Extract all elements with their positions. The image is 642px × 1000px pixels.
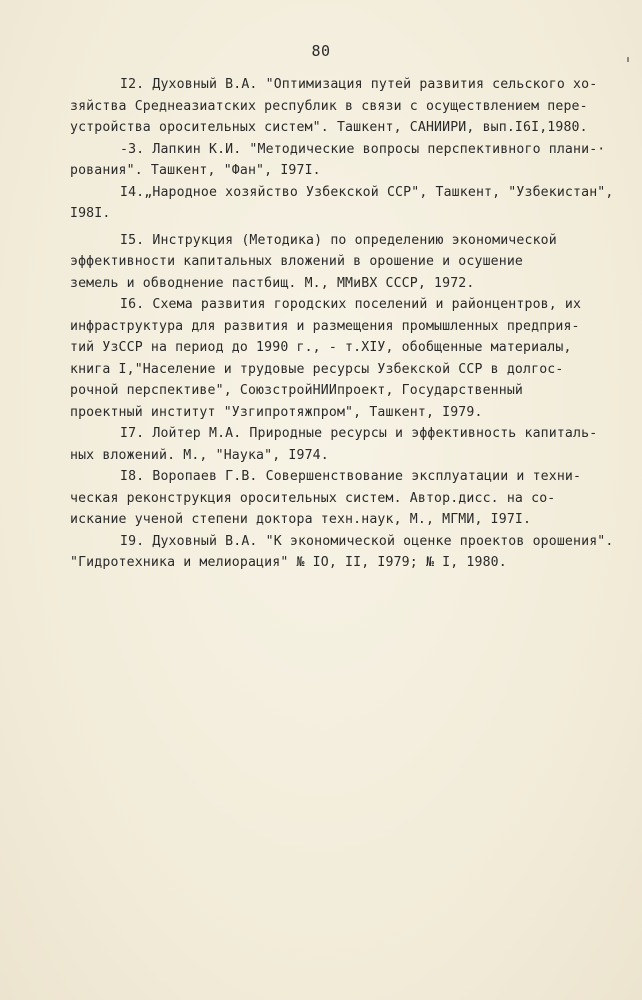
ref-13-line-2: рования". Ташкент, "Фан", I97I. xyxy=(70,163,321,178)
ref-14-line-2: I98I. xyxy=(70,206,111,221)
ref-16-line-2: инфраструктура для развития и размещения промышленных предприя- xyxy=(70,318,580,334)
ref-14-line-1: I4.„Народное хозяйство Узбекской ССР", Ташкент, "Узбекистан", xyxy=(120,184,614,200)
ref-15-line-2: эффективности капитальных вложений в орошение и осушение xyxy=(70,254,524,269)
ref-18-line-3: искание ученой степени доктора техн.наук, М., МГМИ, I97I. xyxy=(70,512,532,527)
ref-17-line-1: I7. Лойтер М.А. Природные ресурсы и эффективность капиталь- xyxy=(120,426,598,441)
ref-18-line-2: ческая реконструкция оросительных систем. Автор.дисс. на со- xyxy=(70,490,556,506)
ref-12-line-2: зяйства Среднеазиатских республик в связи с осуществлением пере- xyxy=(70,98,588,114)
page-number: 80 xyxy=(311,42,331,60)
ref-16-line-3: тий УзССР на период до 1990 г., - т.XIУ, обобщенные материалы, xyxy=(70,340,572,355)
ref-16-line-1: I6. Схема развития городских поселений и районцентров, их xyxy=(120,297,582,312)
ref-16-line-4: книга I,"Население и трудовые ресурсы Узбекской ССР в долгос- xyxy=(70,361,564,377)
edge-mark xyxy=(627,57,629,62)
ref-12-line-1: I2. Духовный В.А. "Оптимизация путей развития сельского хо- xyxy=(120,77,598,92)
ref-12-line-3: устройства оросительных систем". Ташкент, САНИИРИ, вып.I6I,1980. xyxy=(70,120,588,135)
ref-18-line-1: I8. Воропаев Г.В. Совершенствование эксплуатации и техни- xyxy=(120,469,582,484)
ref-13-line-1: -3. Лапкин К.И. "Методические вопросы перспективного плани-· xyxy=(120,141,606,157)
ref-15-line-1: I5. Инструкция (Методика) по определению экономической xyxy=(120,232,557,248)
ref-16-line-6: проектный институт "Узгипротяжпром", Ташкент, I979. xyxy=(70,404,483,420)
ref-17-line-2: ных вложений. М., "Наука", I974. xyxy=(70,447,329,463)
ref-16-line-5: рочной перспективе", СоюзстройНИИпроект, Государственный xyxy=(70,383,524,398)
ref-19-line-1: I9. Духовный В.А. "К экономической оценке проектов орошения". xyxy=(120,533,614,549)
ref-15-line-3: земель и обводнение пастбищ. М., ММиВХ СССР, 1972. xyxy=(70,275,475,291)
ref-19-line-2: "Гидротехника и мелиорация" № IO, II, I979; № I, 1980. xyxy=(70,555,507,570)
reference-list xyxy=(70,74,614,574)
